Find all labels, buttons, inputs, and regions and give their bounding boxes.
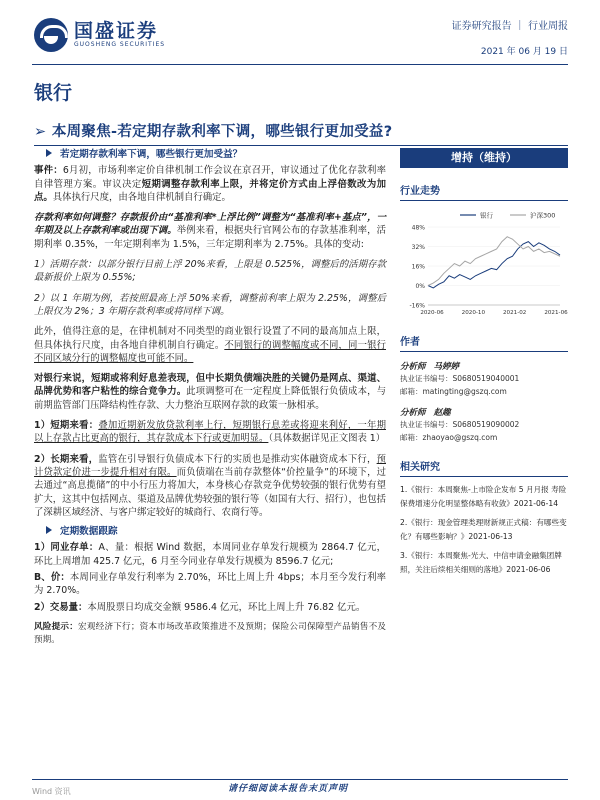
series-line-0 bbox=[428, 242, 560, 288]
footer-source-note: Wind 资讯 bbox=[32, 787, 71, 796]
x-tick-label: 2021-06 bbox=[544, 310, 568, 316]
author-title: 作者 bbox=[400, 333, 568, 352]
paragraph-1y: 2）以 1 年期为例，若按照最高上浮 50%来看，调整前利率上限为 2.25%，调整后上限仅为 2%；3 年期存款利率或将同样下调。 bbox=[34, 292, 386, 317]
paragraph-note: 此外，值得注意的是，在律机制对不同类型的商业银行设置了不同的最高加点上限，但具体执行尺度，由各地自律机制自行确定。不同银行的调整幅度或不同，同一银行不同区域分行的调整幅度也可能不同。 bbox=[34, 326, 386, 364]
company-logo bbox=[34, 18, 165, 52]
related-report-3[interactable]: 3.《银行：本周聚焦-光大、中信申请金融集团牌照，关注后续相关细则的落地》2021-06-06 bbox=[400, 551, 562, 574]
analyst-2-email[interactable]: 邮箱：zhaoyao@gszq.com bbox=[400, 433, 498, 442]
analyst-1-email[interactable]: 邮箱：matingting@gszq.com bbox=[400, 387, 507, 396]
related-title: 相关研究 bbox=[400, 458, 568, 477]
headline: ➢ 本周聚焦-若定期存款利率下调，哪些银行更加受益? bbox=[34, 124, 393, 140]
x-tick-label: 2020-10 bbox=[461, 310, 486, 316]
triangle-icon bbox=[46, 149, 52, 157]
y-tick-label: 16% bbox=[411, 263, 425, 271]
summary-column bbox=[34, 146, 386, 648]
logo-en: GUOSHENG SECURITIES bbox=[74, 41, 166, 48]
sidebar-column bbox=[400, 146, 568, 577]
x-tick-label: 2021-02 bbox=[502, 310, 527, 316]
y-tick-label: 0% bbox=[415, 283, 425, 290]
y-tick-label: 48% bbox=[411, 224, 425, 232]
paragraph-demand: 1）活期存款：以部分银行目前上浮 20%来看，上限是 0.525%，调整后的活期存款最新报价上限为 0.55%; bbox=[34, 259, 386, 284]
paragraph-interbank: 1）同业存单：A、量：根据 Wind 数据，本周同业存单发行规模为 2864.7 亿元，环比上周增加 425.7 亿元，6 月至今同业存单发行规模为 8596.7 亿元; bbox=[34, 542, 386, 567]
analyst-1: 分析师 马婷婷 bbox=[400, 362, 460, 372]
footer-disclaimer: 请仔细阅读本报告末页声明 bbox=[228, 784, 349, 794]
subsection-title: 若定期存款利率下调，哪些银行更加受益？ bbox=[34, 148, 386, 161]
analyst-1-cert: 执业证书编号：S0680519040001 bbox=[400, 374, 520, 383]
paragraph-adjust: 存款利率如何调整？存款报价由“基准利率*上浮比例”调整为“基准利率+基点”，一年期及以上存款利率或出现下调。举例来看，根据央行官网公布的存款基准利率，活期利率 0.35%，一年定期利率为 1.5%，三年定期利率为 2.75%。具体的变动: bbox=[34, 212, 386, 250]
paragraph-event: 事件：6月初，市场利率定价自律机制工作会议在京召开，审议通过了优化存款利率自律管理方案。审议决定短期调整存款利率上限，并将定价方式由上浮倍数改为加点。具体执行尺度，由各地自律机制自行确定。 bbox=[34, 165, 386, 203]
paragraph-impact: 对银行来说，短期或将利好息差表现，但中长期负债端决胜的关键仍是网点、渠道、品牌优势和客户粘性的综合竞争力。此项调整可在一定程度上降低银行负债成本，与前期监管部门压降结构性存款、大力整治互联网存款的政策一脉相承。 bbox=[34, 373, 386, 411]
related-report-1[interactable]: 1.《银行：本周聚焦-上市险企发布 5 月月报 寿险保费增速分化明显整体略有收敛》2021-06-14 bbox=[400, 485, 567, 508]
arrow-icon: ➢ bbox=[34, 124, 52, 140]
legend-label: 沪深300 bbox=[530, 211, 556, 220]
report-header bbox=[0, 0, 600, 62]
paragraph-volume: 2）交易量：本周股票日均成交金额 9586.4 亿元，环比上周上升 76.82 亿元。 bbox=[34, 601, 366, 613]
report-type: 证券研究报告 ｜ 行业周报 bbox=[451, 21, 568, 32]
analyst-2-cert: 执业证书编号：S0680519090002 bbox=[400, 420, 520, 429]
paragraph-price: B、价：本周同业存单发行利率为 2.70%，环比上周上升 4bps；本月至今发行利率为 2.70%。 bbox=[34, 572, 386, 597]
logo-cn: 国盛证券 bbox=[74, 20, 159, 42]
legend-label: 银行 bbox=[480, 211, 493, 220]
logo-icon bbox=[34, 18, 68, 52]
paragraph-short-term: 1）短期来看：叠加近期新发放贷款利率上行，短期银行息差或将迎来利好，一年期以上存款占比更高的银行，其存款成本下行或更加明显。（具体数据详见正文图表 1） bbox=[34, 420, 386, 445]
header-divider bbox=[32, 64, 568, 65]
y-tick-label: 32% bbox=[411, 244, 425, 251]
trend-title: 行业走势 bbox=[400, 182, 568, 201]
risk-warning: 风险提示：宏观经济下行；资本市场改革政策推进不及预期；保险公司保障型产品销售不及预期。 bbox=[34, 621, 386, 646]
triangle-icon bbox=[46, 526, 52, 534]
y-tick-label: -16% bbox=[409, 302, 425, 310]
analyst-2: 分析师 赵趣 bbox=[400, 408, 451, 418]
series-line-1 bbox=[428, 237, 560, 286]
trend-chart-svg bbox=[400, 207, 568, 319]
section-title: 银行 bbox=[34, 82, 73, 104]
footer-divider bbox=[32, 779, 568, 780]
subsection-title-2: 定期数据跟踪 bbox=[34, 525, 386, 538]
related-report-2[interactable]: 2.《银行：现金管理类理财新规正式稿：有哪些变化？有哪些影响？》2021-06-13 bbox=[400, 518, 567, 541]
x-tick-label: 2020-06 bbox=[420, 310, 444, 316]
report-date: 2021 年 06 月 19 日 bbox=[480, 47, 568, 57]
rating-badge: 增持（维持） bbox=[400, 148, 568, 168]
trend-chart bbox=[400, 207, 568, 319]
paragraph-long-term: 2）长期来看，监管在引导银行负债成本下行的实质也是推动实体融资成本下行，预计贷款定价进一步提升相对有限。而负债端在当前存款整体“价控量争”的环境下，过去通过“高息揽储”的中小行压力将加大，本身核心存款竞争优势较强的银行优势有望扩大，这其中包括网点、渠道及品牌优势较强的银行等（如国有大行、招行），也包括了深耕区域经济、与客户绑定较好的城商行、农商行等。 bbox=[34, 453, 386, 518]
